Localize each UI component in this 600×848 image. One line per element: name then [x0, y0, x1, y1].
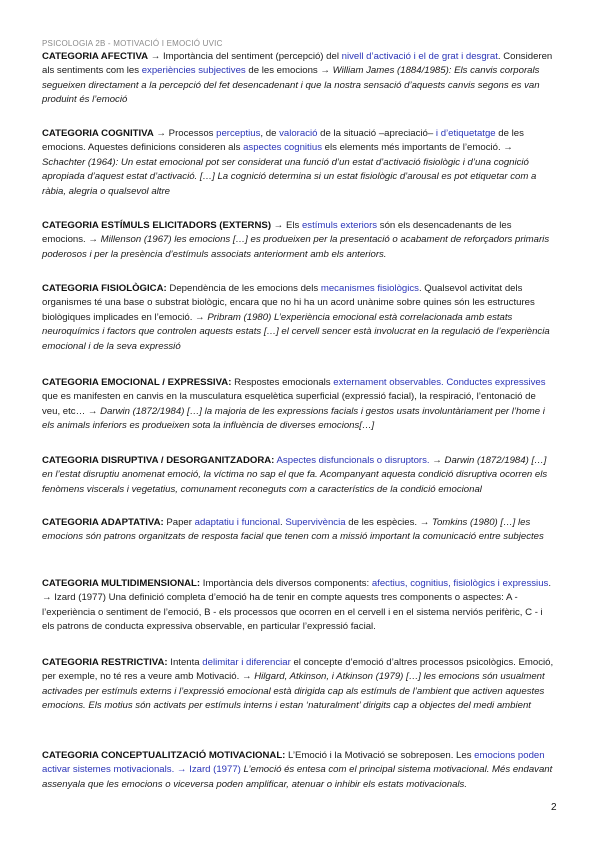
section-title: CATEGORIA CONCEPTUALITZACIÓ MOTIVACIONAL:	[42, 750, 286, 761]
section-text: de la situació –apreciació–	[317, 128, 436, 139]
section-title: CATEGORIA RESTRICTIVA:	[42, 657, 168, 668]
section-title: CATEGORIA FISIOLÒGICA:	[42, 283, 167, 294]
quote-text: Pribram (1980) L’experiència emocional està correlacionada amb estats neuroquímics i factors que controlen aquests estats […] el cervell sencer està involucrat en la regulació de l’experiència emocional i de la seva expressió	[42, 311, 550, 352]
section-text: Paper	[163, 517, 195, 528]
section-text: de les espècies. →	[345, 517, 432, 528]
highlight-term: aspectes cognitius	[243, 142, 322, 154]
section-text: →	[429, 455, 445, 466]
section-text: . → Izard (1977) Una definició completa d’emoció ha de tenir en compte aquests tres components o aspectes: A - l’experiència o sentiment de l’emoció, B - els processos que ocorren en el cervell i en el sistema nerviós perifèric, C - i els patrons de conducta expressiva observable, en particular l’expressió facial.	[42, 578, 551, 633]
highlight-term: afectius, cognitius, fisiològics i expressius	[371, 578, 549, 589]
section-text: → Processos	[153, 128, 217, 139]
highlight-term: valoració	[279, 128, 318, 139]
section-conceptualitzacio-motivacional	[42, 749, 554, 792]
quote-text: Tomkins (1980) […] les emocions són patrons organitzats de resposta facial que tenen com a missió important la comunicació entre subjectes	[42, 517, 544, 543]
section-estimuls-elicitadors	[42, 219, 554, 262]
section-adaptativa	[42, 516, 554, 545]
section-text: els elements més importants de l’emoció. →	[322, 142, 513, 154]
section-text: . Consideren als sentiments com les	[42, 51, 553, 77]
section-text: Importància dels diversos components:	[200, 578, 372, 589]
highlight-term: perceptius	[216, 128, 261, 139]
section-title: CATEGORIA ADAPTATIVA:	[42, 517, 164, 528]
highlight-term: . → Izard (1977)	[171, 764, 244, 776]
section-title: CATEGORIA AFECTIVA	[42, 51, 149, 62]
section-restrictiva	[42, 656, 554, 714]
section-afectiva	[42, 50, 554, 108]
highlight-term: delimitar i diferenciar	[202, 657, 291, 668]
quote-text: Darwin (1872/1984) […] la majoria de les expressions facials i gestos usats involuntàriament per l’home i els animals inferiors es produeixen sota la influència de diverses emocions[…]	[42, 405, 545, 432]
section-text: de les emocions →	[245, 65, 333, 77]
section-fisiologica	[42, 282, 554, 354]
section-title: CATEGORIA EMOCIONAL / EXPRESSIVA:	[42, 377, 232, 388]
section-text: Intenta	[167, 657, 203, 668]
highlight-term: emocions poden activar sistemes motivacionals	[42, 750, 545, 776]
quote-text: Hilgard, Atkinson, i Atkinson (1979) […] les emocions són usualment activades per estímuls externs i l’expressió emocional està dirigida cap als estímuls de l’ambient que activen aquestes emocions. Els motius són activats per estímuls interns i estan ‘naturalment’ dirigits cap a objectes del medi ambient	[42, 671, 545, 712]
highlight-term: experiències subjectives	[141, 65, 246, 77]
section-text: el concepte d’emoció d’altres processos psicològics. Emoció, per exemple, no té res a veure amb Motivació. →	[42, 657, 554, 683]
section-cognitiva	[42, 127, 554, 199]
quote-text: → Millenson (1967) les emocions […] es produeixen per la presentació o acabament de reforçadors primaris poderosos i per la presència d’estímuls associats anteriorment amb els anteriors.	[42, 234, 550, 260]
section-text: .	[279, 517, 286, 528]
highlight-term: Aspectes disfuncionals o disruptors.	[276, 455, 430, 466]
highlight-term: estímuls exteriors	[301, 220, 378, 231]
section-title: CATEGORIA DISRUPTIVA / DESORGANITZADORA:	[42, 455, 275, 466]
quote-text: Darwin (1872/1984) […] en l’estat disruptiu anomenat emoció, la víctima no sap el que fa. Acompanyant aquesta condició disruptiva ocorren els fenòmens viscerals i vegetatius, comunament reconeguts com a característics de la condició emocional	[42, 455, 548, 495]
page-header: PSICOLOGIA 2B - MOTIVACIÓ I EMOCIÓ UVIC	[42, 39, 223, 48]
section-text: . Qualsevol activitat dels organismes té una base o substrat biològic, encara que no hi ha un acord unànime sobre quines són les estructures biològiques implicades en l’emoció. →	[42, 283, 535, 323]
highlight-term: i d’etiquetatge	[435, 128, 496, 139]
quote-text: L’emoció és entesa com el principal sistema motivacional. Més endavant assenyala que les emocions o viceversa poden amplificar, atenuar o inhibir els estats motivacionals.	[42, 764, 553, 790]
section-text: Dependència de les emocions dels	[166, 283, 321, 294]
quote-text: Schachter (1964): Un estat emocional pot ser considerat una funció d’un estat d’activació fisiològic i d’una cognició apropiada d’aquest estat d’activació. […] La cognició determina si un estat fisiològic d’arousal es pot etiquetar com a ràbia, alegria o qualsevol altre	[42, 156, 537, 197]
page-number: 2	[551, 802, 557, 813]
quote-text: William James (1884/1985): Els canvis corporals segueixen directament a la percepció del fet desencadenant i que la nostra sensació d’aquests canvis segons es van produint és l’emoció	[42, 65, 540, 106]
section-title: CATEGORIA COGNITIVA	[42, 128, 154, 139]
section-text: de les emocions. Aquestes definicions consideren als	[42, 128, 524, 154]
section-title: CATEGORIA ESTÍMULS ELICITADORS (EXTERNS)	[42, 220, 272, 231]
section-disruptiva	[42, 454, 554, 497]
section-text: són els desencadenants de les emocions.	[42, 220, 512, 246]
highlight-term: nivell d’activació i el de grat i desgrat	[341, 51, 498, 62]
section-text: → Els	[271, 220, 302, 231]
section-multidimensional	[42, 577, 554, 635]
section-text: , de	[260, 128, 280, 139]
section-emocional-expressiva	[42, 376, 554, 434]
section-text: que es manifesten en canvis en la musculatura esquelètica superficial (expressió facial), la respiració, l’entonació de veu, etc… →	[42, 391, 536, 417]
section-text: → Importància del sentiment (percepció) del	[148, 51, 342, 62]
section-title: CATEGORIA MULTIDIMENSIONAL:	[42, 578, 201, 589]
section-text: Respostes emocionals	[231, 377, 334, 388]
section-text: L’Emoció i la Motivació se sobreposen. Les	[285, 750, 475, 761]
highlight-term: Supervivència	[285, 517, 346, 528]
highlight-term: mecanismes fisiològics	[320, 283, 419, 294]
highlight-term: adaptatiu i funcional	[194, 517, 280, 528]
highlight-term: externament observables. Conductes expressives	[333, 377, 546, 388]
